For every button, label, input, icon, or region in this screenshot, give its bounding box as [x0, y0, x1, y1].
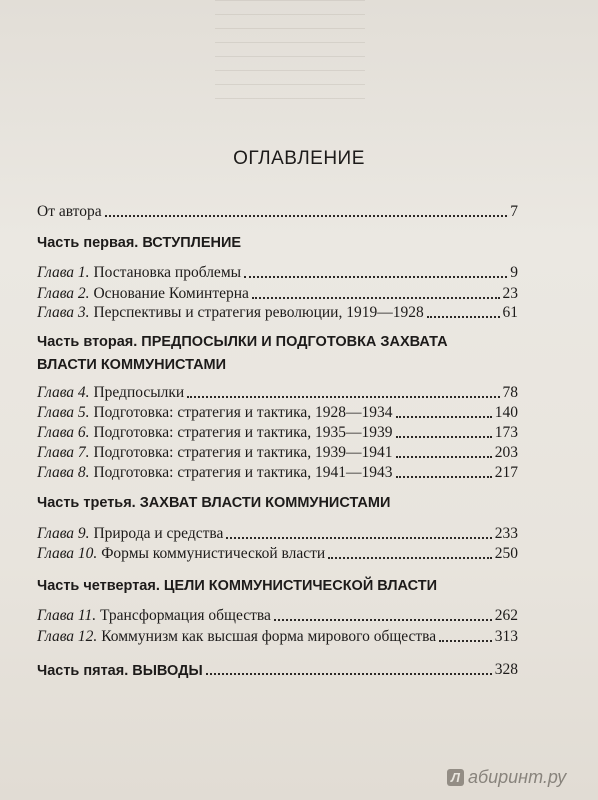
toc-entry-chapter-5 [37, 400, 518, 422]
dot-leader [396, 456, 492, 458]
chapter-title: Перспективы и стратегия революции, 1919—1928 [93, 304, 424, 321]
toc-entry-chapter-1 [37, 260, 518, 282]
chapter-prefix: Глава 11. [37, 607, 97, 624]
chapter-prefix: Глава 4. [37, 384, 90, 401]
part-heading-2 [37, 331, 527, 377]
dot-leader [396, 436, 492, 438]
chapter-title: Постановка проблемы [93, 264, 242, 281]
toc-page-number: 313 [494, 628, 518, 645]
toc-page-number: 217 [494, 464, 518, 481]
toc-page-number: 9 [510, 264, 518, 281]
dot-leader [328, 557, 492, 559]
dot-leader [439, 640, 492, 642]
toc-page-number: 173 [494, 424, 518, 441]
toc-page-number: 203 [494, 444, 518, 461]
part-heading-line: ВЛАСТИ КОММУНИСТАМИ [37, 357, 227, 373]
part-heading-4: Часть четвертая. ЦЕЛИ КОММУНИСТИЧЕСКОЙ ВЛАСТИ [37, 578, 438, 594]
chapter-title: Подготовка: стратегия и тактика, 1935—1939 [93, 424, 393, 441]
chapter-prefix: Глава 9. [37, 525, 90, 542]
part-heading-label: Часть пятая. ВЫВОДЫ [37, 663, 203, 679]
toc-entry-chapter-3 [37, 300, 518, 322]
chapter-title: Подготовка: стратегия и тактика, 1941—1943 [93, 464, 393, 481]
dot-leader [187, 396, 499, 398]
part-heading-3: Часть третья. ЗАХВАТ ВЛАСТИ КОММУНИСТАМИ [37, 495, 391, 511]
toc-entry-chapter-4 [37, 380, 518, 402]
chapter-prefix: Глава 12. [37, 628, 98, 645]
toc-page-number: 78 [502, 384, 518, 401]
labirint-watermark [447, 764, 566, 790]
toc-page-number: 262 [494, 607, 518, 624]
dot-leader [206, 673, 492, 675]
dot-leader [226, 537, 491, 539]
toc-page-number: 250 [494, 545, 518, 562]
toc-page-number: 61 [502, 304, 518, 321]
toc-entry-chapter-12 [37, 624, 518, 646]
chapter-title: Предпосылки [93, 384, 185, 401]
toc-entry-chapter-6 [37, 420, 518, 442]
dot-leader [105, 215, 508, 217]
toc-page-number: 7 [510, 203, 518, 220]
chapter-title: Формы коммунистической власти [101, 545, 326, 562]
chapter-title: Подготовка: стратегия и тактика, 1939—1941 [93, 444, 393, 461]
part-heading-5 [37, 657, 518, 679]
chapter-prefix: Глава 5. [37, 404, 90, 421]
toc-page-number: 233 [494, 525, 518, 542]
watermark-text: абиринт.ру [468, 766, 567, 787]
chapter-prefix: Глава 7. [37, 444, 90, 461]
labirint-logo-icon: Л [447, 769, 464, 786]
dot-leader [274, 619, 492, 621]
bleed-through-text [215, 0, 365, 130]
chapter-prefix: Глава 10. [37, 545, 98, 562]
dot-leader [427, 316, 500, 318]
dot-leader [252, 297, 500, 299]
toc-entry-from-author [37, 199, 518, 221]
toc-entry-chapter-11 [37, 603, 518, 625]
chapter-prefix: Глава 3. [37, 304, 90, 321]
dot-leader [244, 276, 507, 278]
toc-page-number: 140 [494, 404, 518, 421]
part-heading-line: Часть вторая. ПРЕДПОСЫЛКИ И ПОДГОТОВКА ЗАХВАТА [37, 334, 448, 350]
chapter-title: Коммунизм как высшая форма мирового общества [101, 628, 437, 645]
chapter-prefix: Глава 1. [37, 264, 90, 281]
toc-page-number: 23 [502, 285, 518, 302]
toc-page-number: 328 [494, 661, 518, 678]
dot-leader [396, 476, 492, 478]
dot-leader [396, 416, 492, 418]
chapter-title: Основание Коминтерна [93, 285, 249, 302]
chapter-prefix: Глава 2. [37, 285, 90, 302]
chapter-prefix: Глава 6. [37, 424, 90, 441]
chapter-title: Подготовка: стратегия и тактика, 1928—1934 [93, 404, 393, 421]
toc-entry-chapter-10 [37, 541, 518, 563]
chapter-title: Трансформация общества [100, 607, 271, 624]
chapter-title: Природа и средства [93, 525, 224, 542]
part-heading-1: Часть первая. ВСТУПЛЕНИЕ [37, 235, 242, 251]
page-title: ОГЛАВЛЕНИЕ [233, 148, 365, 169]
toc-entry-chapter-8 [37, 460, 518, 482]
chapter-prefix: Глава 8. [37, 464, 90, 481]
toc-entry-chapter-7 [37, 440, 518, 462]
toc-entry-chapter-9 [37, 521, 518, 543]
toc-entry-label: От автора [37, 203, 102, 220]
